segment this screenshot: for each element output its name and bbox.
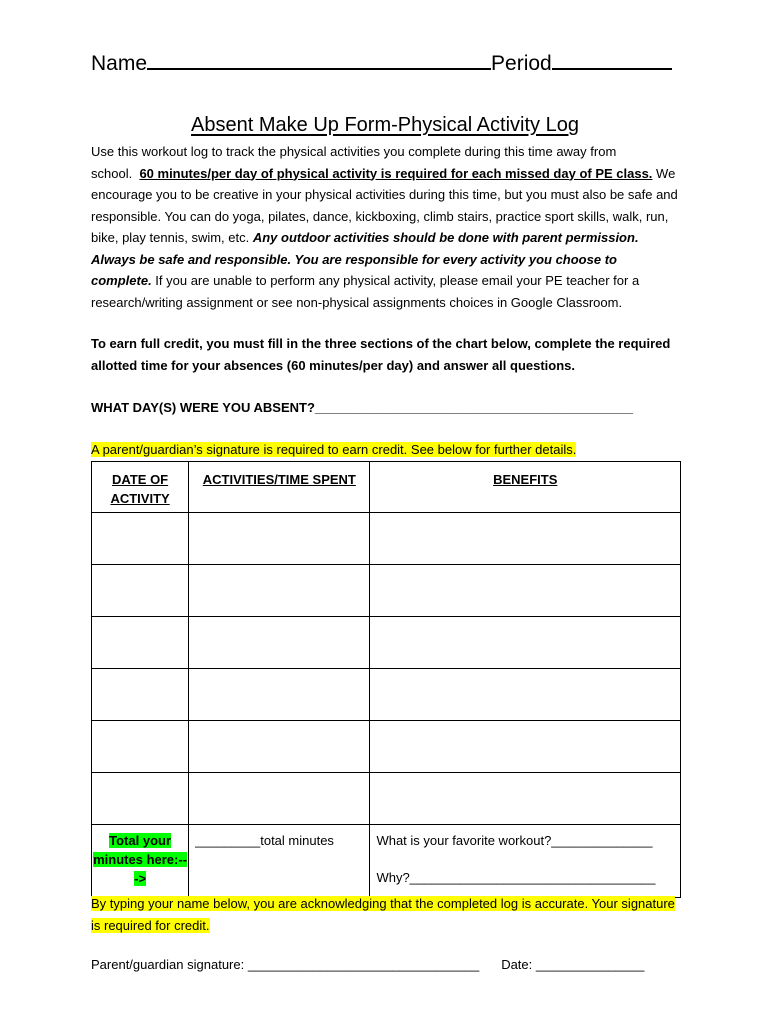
benefit-cell[interactable] <box>370 565 681 617</box>
signature-line <box>91 957 644 972</box>
benefit-cell[interactable] <box>370 513 681 565</box>
activity-cell[interactable] <box>189 513 370 565</box>
header-date: DATE OF ACTIVITY <box>92 462 189 513</box>
total-label: Total your minutes here:---> <box>93 833 188 886</box>
signature-notice <box>91 440 576 460</box>
date-field[interactable]: Date: _______________ <box>501 957 645 972</box>
name-field[interactable] <box>147 50 491 70</box>
table-row <box>92 721 681 773</box>
date-cell[interactable] <box>92 565 189 617</box>
activity-cell[interactable] <box>189 565 370 617</box>
benefit-cell[interactable] <box>370 669 681 721</box>
date-cell[interactable] <box>92 617 189 669</box>
total-label-cell <box>92 825 189 898</box>
why-question[interactable]: Why?__________________________________ <box>376 870 656 885</box>
benefit-cell[interactable] <box>370 773 681 825</box>
form-title <box>0 114 770 137</box>
intro-part-1: Use this workout log to track the physical activities you complete during this time away from school. <box>91 144 617 181</box>
form-title-text: Absent Make Up Form-Physical Activity Log <box>191 114 579 136</box>
benefit-cell[interactable] <box>370 617 681 669</box>
totals-row <box>92 825 681 898</box>
intro-paragraph <box>91 141 681 313</box>
signature-notice-text: A parent/guardian’s signature is required to earn credit. See below for further details. <box>91 442 577 457</box>
absent-days-question[interactable]: WHAT DAY(S) WERE YOU ABSENT?____________________________________________ <box>91 400 634 415</box>
table-row <box>92 669 681 721</box>
activity-cell[interactable] <box>189 721 370 773</box>
parent-signature-field[interactable]: Parent/guardian signature: ________________________________ <box>91 957 480 972</box>
total-minutes-field[interactable]: _________total minutes <box>189 825 370 898</box>
favorite-workout-question[interactable]: What is your favorite workout?______________ <box>376 833 653 848</box>
header-activities: ACTIVITIES/TIME SPENT <box>189 462 370 513</box>
intro-part-3: If you are unable to perform any physical activity, please email your PE teacher for a research/writing assignment or see non-physical assignments choices in Google Classroom. <box>91 273 640 310</box>
workout-questions-cell <box>370 825 681 898</box>
name-label: Name <box>91 52 148 75</box>
activity-cell[interactable] <box>189 669 370 721</box>
acknowledgement <box>91 893 681 936</box>
date-cell[interactable] <box>92 773 189 825</box>
period-label: Period <box>491 52 552 75</box>
acknowledgement-text: By typing your name below, you are acknowledging that the completed log is accurate. Your signature is required for credit. <box>91 896 675 933</box>
date-cell[interactable] <box>92 513 189 565</box>
activity-cell[interactable] <box>189 617 370 669</box>
date-cell[interactable] <box>92 721 189 773</box>
intro-part-2: We encourage you to be creative in your physical activities during this time, but you must also be safe and responsible. You can do yoga, pilates, dance, kickboxing, climb stairs, practice sport skills, walk, run, bike, play tennis, swim, etc. <box>91 165 678 245</box>
name-period-line <box>91 50 672 76</box>
table-row <box>92 565 681 617</box>
table-header-row <box>92 462 681 513</box>
activity-cell[interactable] <box>189 773 370 825</box>
table-row <box>92 513 681 565</box>
benefit-cell[interactable] <box>370 721 681 773</box>
header-benefits: BENEFITS <box>370 462 681 513</box>
credit-note: To earn full credit, you must fill in the three sections of the chart below, complete the required allotted time for your absences (60 minutes/per day) and answer all questions. <box>91 336 671 373</box>
table-row <box>92 617 681 669</box>
table-row <box>92 773 681 825</box>
date-cell[interactable] <box>92 669 189 721</box>
activity-log-table <box>91 461 681 898</box>
safety-note: Any outdoor activities should be done with parent permission. Always be safe and responsible. You are responsible for every activity you choose to complete. <box>91 230 639 288</box>
period-field[interactable] <box>552 50 672 70</box>
daily-requirement: 60 minutes/per day of physical activity is required for each missed day of PE class. <box>139 165 653 181</box>
